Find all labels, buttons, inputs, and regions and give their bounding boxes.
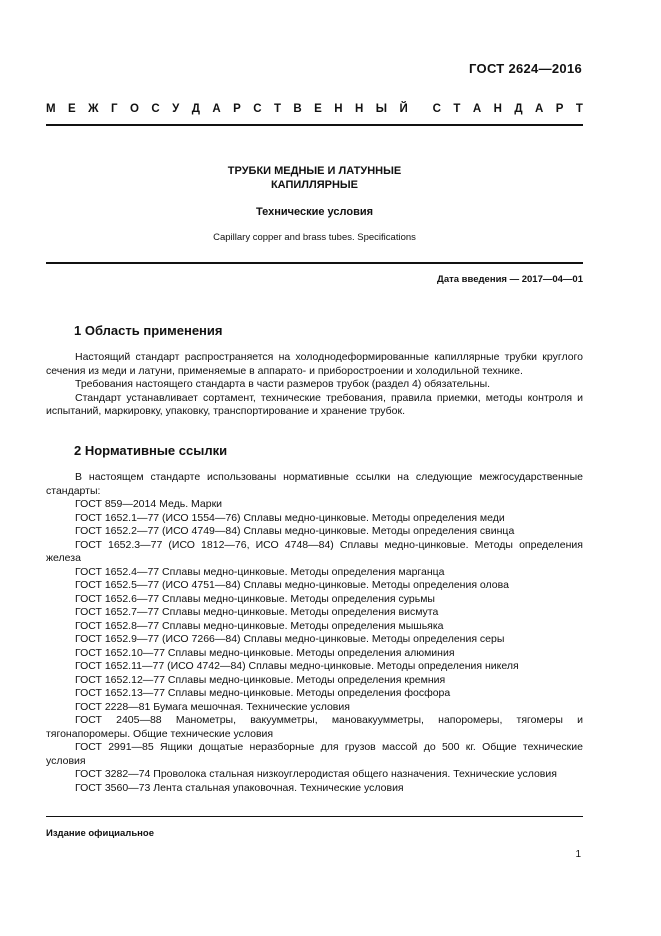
reference-item: ГОСТ 3282—74 Проволока стальная низкоуглеродистая общего назначения. Технические условия [75, 768, 557, 780]
banner-letter: С [432, 103, 441, 115]
title-divider [46, 262, 583, 264]
reference-list [46, 498, 583, 795]
reference-item: ГОСТ 1652.12—77 Сплавы медно-цинковые. Методы определения кремния [75, 673, 446, 686]
banner-letter: Н [493, 103, 502, 115]
banner-letter: А [212, 103, 221, 115]
section-2-heading: 2 Нормативные ссылки [74, 443, 228, 458]
banner-letter: Е [314, 103, 322, 115]
page-number: 1 [575, 849, 581, 860]
title-line-2: КАПИЛЛЯРНЫЕ [270, 179, 359, 191]
reference-item: ГОСТ 1652.9—77 (ИСО 7266—84) Сплавы медно-цинковые. Методы определения серы [75, 633, 505, 645]
banner-letter: Ы [375, 103, 388, 115]
reference-item: ГОСТ 2991—85 Ящики дощатые неразборные для грузов массой до 500 кг. Общие технические условия [46, 741, 583, 767]
reference-item: ГОСТ 1652.4—77 Сплавы медно-цинковые. Методы определения марганца [75, 565, 445, 578]
section-1-body [46, 351, 583, 419]
banner-letter: Т [453, 103, 461, 115]
banner-letter: Р [233, 103, 241, 115]
reference-item: ГОСТ 1652.5—77 (ИСО 4751—84) Сплавы медно-цинковые. Методы определения олова [75, 579, 509, 591]
reference-item: ГОСТ 1652.2—77 (ИСО 4749—84) Сплавы медно-цинковые. Методы определения свинца [75, 525, 515, 537]
section-1-paragraph: Требования настоящего стандарта в части размеров трубок (раздел 4) обязательны. [75, 378, 491, 390]
banner-letter: Р [555, 103, 564, 115]
document-code: ГОСТ 2624—2016 [469, 61, 582, 76]
title-line-1: ТРУБКИ МЕДНЫЕ И ЛАТУННЫЕ [227, 165, 402, 177]
banner-letter: Е [68, 103, 76, 115]
section-1-paragraph: Настоящий стандарт распространяется на холоднодеформированные капиллярные трубки круглого сечения из меди и латуни, применяемые в аппарато- и приборостроении и холодильной технике. [46, 351, 583, 377]
official-edition-label: Издание официальное [46, 828, 154, 839]
banner-letter: С [151, 103, 160, 115]
banner-letter: Д [514, 103, 523, 115]
section-2-intro: В настоящем стандарте использованы нормативные ссылки на следующие межгосударственные стандарты: [46, 471, 583, 497]
banner-letter: В [293, 103, 302, 115]
reference-item: ГОСТ 3560—73 Лента стальная упаковочная. Технические условия [75, 781, 404, 794]
reference-item: ГОСТ 2228—81 Бумага мешочная. Технические условия [75, 700, 350, 713]
banner-letter: А [534, 103, 544, 115]
banner-letter: Н [334, 103, 343, 115]
banner-letter: Н [355, 103, 364, 115]
banner-letter: О [129, 103, 139, 115]
banner-letter: С [253, 103, 262, 115]
banner-letter: Й [399, 103, 408, 115]
reference-item: ГОСТ 2405—88 Манометры, вакуумметры, мановакуумметры, напоромеры, тягомеры и тягонапоромеры. Общие технические условия [46, 714, 583, 740]
reference-item: ГОСТ 1652.7—77 Сплавы медно-цинковые. Методы определения висмута [75, 606, 439, 618]
banner-letter: М [46, 103, 56, 115]
section-1-paragraph: Стандарт устанавливает сортамент, технические требования, правила приемки, методы контроля и испытаний, маркировку, упаковку, транспортирование и хранение трубок. [46, 391, 583, 417]
reference-item: ГОСТ 859—2014 Медь. Марки [75, 498, 223, 510]
banner-letter: А [472, 103, 482, 115]
reference-item: ГОСТ 1652.6—77 Сплавы медно-цинковые. Методы определения сурьмы [75, 592, 435, 605]
english-title: Capillary copper and brass tubes. Specifications [213, 232, 416, 243]
section-1-heading: 1 Область применения [74, 323, 223, 338]
banner-letter: Г [110, 103, 118, 115]
reference-item: ГОСТ 1652.10—77 Сплавы медно-цинковые. Методы определения алюминия [75, 646, 455, 659]
banner-letter: Д [191, 103, 200, 115]
banner-letter: Т [273, 103, 281, 115]
document-title [46, 164, 583, 192]
reference-item: ГОСТ 1652.8—77 Сплавы медно-цинковые. Методы определения мышьяка [75, 619, 444, 632]
reference-item: ГОСТ 1652.1—77 (ИСО 1554—76) Сплавы медно-цинковые. Методы определения меди [75, 511, 505, 524]
top-divider [46, 124, 583, 126]
interstate-standard-banner [46, 103, 583, 115]
document-subtitle: Технические условия [255, 206, 374, 218]
banner-letter: Т [575, 103, 583, 115]
reference-item: ГОСТ 1652.11—77 (ИСО 4742—84) Сплавы медно-цинковые. Методы определения никеля [75, 660, 519, 672]
footer-divider [46, 816, 583, 817]
reference-item: ГОСТ 1652.3—77 (ИСО 1812—76, ИСО 4748—84) Сплавы медно-цинковые. Методы определения железа [46, 538, 583, 564]
banner-letter: У [172, 103, 180, 115]
reference-item: ГОСТ 1652.13—77 Сплавы медно-цинковые. Методы определения фосфора [75, 687, 451, 699]
banner-letter: Ж [88, 103, 99, 115]
introduction-date: Дата введения — 2017—04—01 [437, 274, 583, 285]
section-2-body [46, 471, 583, 795]
